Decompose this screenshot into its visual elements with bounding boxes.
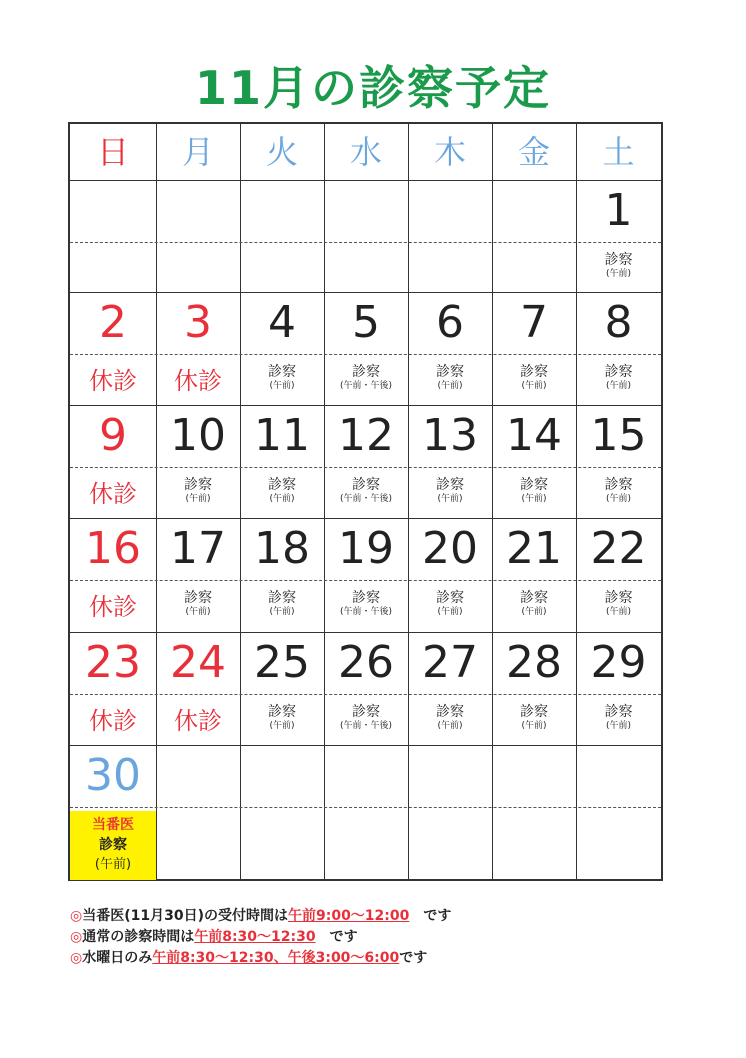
status-cell bbox=[70, 582, 156, 632]
exam-label: 診察 bbox=[604, 477, 633, 493]
closed-label: 休診 bbox=[89, 707, 137, 735]
note-suffix: です bbox=[399, 950, 428, 966]
time-label: (午前) bbox=[94, 857, 132, 872]
exam-label: 診察 bbox=[436, 704, 464, 720]
day-number: 19 bbox=[338, 523, 394, 574]
time-label: (午前・午後) bbox=[339, 721, 393, 731]
day-number: 16 bbox=[85, 523, 141, 574]
exam-label: 診察 bbox=[184, 590, 212, 606]
status-cell bbox=[408, 582, 492, 618]
status-cell bbox=[492, 356, 576, 392]
day-number: 12 bbox=[338, 410, 394, 461]
exam-label: 診察 bbox=[520, 704, 548, 720]
status-cell bbox=[156, 696, 240, 746]
status-cell bbox=[240, 696, 324, 732]
exam-label: 診察 bbox=[352, 704, 380, 720]
time-label: (午前) bbox=[185, 494, 211, 504]
note-line bbox=[70, 906, 690, 927]
weekday-header: 木 bbox=[433, 133, 466, 171]
exam-label: 診察 bbox=[436, 590, 464, 606]
day-number: 30 bbox=[85, 750, 141, 801]
time-label: (午前) bbox=[269, 381, 295, 391]
note-hours: 午前8:30～12:30、午後3:00～6:00 bbox=[152, 950, 400, 966]
status-cell bbox=[408, 356, 492, 392]
time-label: (午前) bbox=[521, 381, 547, 391]
cell-split-line bbox=[70, 694, 661, 695]
time-label: (午前) bbox=[521, 607, 547, 617]
closed-label: 休診 bbox=[174, 367, 222, 395]
day-number: 15 bbox=[590, 410, 647, 461]
day-number: 4 bbox=[268, 297, 296, 348]
day-number: 25 bbox=[254, 637, 310, 688]
day-number: 3 bbox=[184, 297, 212, 348]
day-number: 24 bbox=[170, 637, 226, 688]
day-number: 20 bbox=[422, 523, 478, 574]
exam-label: 診察 bbox=[352, 477, 380, 493]
time-label: (午前) bbox=[605, 381, 632, 391]
status-cell bbox=[576, 469, 661, 505]
day-number: 14 bbox=[506, 410, 562, 461]
exam-label: 診察 bbox=[268, 477, 296, 493]
time-label: (午前) bbox=[605, 269, 632, 279]
day-number: 23 bbox=[85, 637, 141, 688]
time-label: (午前) bbox=[269, 607, 295, 617]
note-text: 水曜日のみ bbox=[82, 950, 153, 966]
status-cell bbox=[156, 356, 240, 406]
exam-label: 診察 bbox=[352, 590, 380, 606]
status-cell bbox=[70, 696, 156, 746]
time-label: (午前) bbox=[605, 494, 632, 504]
exam-label: 診察 bbox=[604, 704, 633, 720]
day-number: 29 bbox=[590, 637, 647, 688]
status-cell bbox=[576, 244, 661, 280]
day-number: 28 bbox=[506, 637, 562, 688]
status-cell bbox=[408, 469, 492, 505]
time-label: (午前) bbox=[269, 494, 295, 504]
day-number: 8 bbox=[604, 297, 633, 348]
status-cell bbox=[324, 469, 408, 505]
cell-split-line bbox=[70, 354, 661, 355]
status-cell bbox=[492, 582, 576, 618]
status-cell bbox=[156, 469, 240, 505]
duty-doctor-badge bbox=[70, 811, 156, 880]
note-marker: ◎ bbox=[70, 908, 83, 924]
note-text: 当番医(11月30日)の受付時間は bbox=[82, 908, 288, 924]
closed-label: 休診 bbox=[174, 707, 222, 735]
cell-split-line bbox=[70, 580, 661, 581]
page-title: 11月の診察予定 bbox=[194, 61, 551, 115]
exam-label: 診察 bbox=[604, 252, 633, 268]
day-number: 6 bbox=[436, 297, 464, 348]
status-cell bbox=[576, 696, 661, 732]
time-label: (午前・午後) bbox=[339, 381, 393, 391]
time-label: (午前) bbox=[437, 607, 463, 617]
status-cell bbox=[324, 696, 408, 732]
calendar-grid bbox=[68, 122, 663, 881]
day-number: 26 bbox=[338, 637, 394, 688]
time-label: (午前) bbox=[521, 494, 547, 504]
day-number: 11 bbox=[254, 410, 310, 461]
note-marker: ◎ bbox=[70, 950, 83, 966]
weekday-header: 水 bbox=[349, 133, 382, 171]
note-text: 通常の診察時間は bbox=[82, 929, 195, 945]
note-marker: ◎ bbox=[70, 929, 83, 945]
time-label: (午前・午後) bbox=[339, 494, 393, 504]
note-suffix: です bbox=[315, 929, 358, 945]
exam-label: 診察 bbox=[352, 364, 380, 380]
exam-label: 診察 bbox=[436, 477, 464, 493]
status-cell bbox=[70, 469, 156, 519]
notes bbox=[70, 906, 690, 969]
weekday-header: 土 bbox=[602, 133, 635, 171]
status-cell bbox=[240, 582, 324, 618]
exam-label: 診察 bbox=[520, 590, 548, 606]
weekday-header: 火 bbox=[265, 133, 298, 171]
note-hours: 午前9:00～12:00 bbox=[287, 908, 410, 924]
day-number: 18 bbox=[254, 523, 310, 574]
day-number: 2 bbox=[99, 297, 127, 348]
day-number: 22 bbox=[590, 523, 647, 574]
status-cell bbox=[408, 696, 492, 732]
exam-label: 診察 bbox=[436, 364, 464, 380]
time-label: (午前) bbox=[521, 721, 547, 731]
status-cell bbox=[240, 469, 324, 505]
row-divider bbox=[70, 180, 661, 181]
time-label: (午前) bbox=[437, 381, 463, 391]
cell-split-line bbox=[70, 467, 661, 468]
time-label: (午前) bbox=[605, 721, 632, 731]
day-number: 27 bbox=[422, 637, 478, 688]
note-hours: 午前8:30～12:30 bbox=[194, 929, 316, 945]
exam-label: 診察 bbox=[268, 704, 296, 720]
closed-label: 休診 bbox=[89, 367, 137, 395]
time-label: (午前) bbox=[437, 721, 463, 731]
closed-label: 休診 bbox=[89, 593, 137, 621]
status-cell bbox=[156, 582, 240, 618]
time-label: (午前) bbox=[605, 607, 632, 617]
cell-split-line bbox=[70, 242, 661, 243]
exam-label: 診察 bbox=[604, 364, 633, 380]
exam-label: 診察 bbox=[268, 590, 296, 606]
cell-split-line bbox=[70, 807, 661, 808]
day-number: 7 bbox=[520, 297, 548, 348]
day-number: 1 bbox=[604, 185, 633, 236]
status-cell bbox=[324, 582, 408, 618]
exam-label: 診察 bbox=[520, 477, 548, 493]
time-label: (午前) bbox=[269, 721, 295, 731]
day-number: 9 bbox=[99, 410, 127, 461]
day-number: 17 bbox=[170, 523, 226, 574]
note-line bbox=[70, 948, 690, 969]
status-cell bbox=[240, 356, 324, 392]
duty-label: 当番医 bbox=[92, 817, 134, 833]
weekday-header: 日 bbox=[96, 133, 129, 171]
exam-label: 診察 bbox=[604, 590, 633, 606]
note-line bbox=[70, 927, 690, 948]
status-cell bbox=[324, 356, 408, 392]
closed-label: 休診 bbox=[89, 480, 137, 508]
exam-label: 診察 bbox=[184, 477, 212, 493]
exam-label: 診察 bbox=[268, 364, 296, 380]
day-number: 21 bbox=[506, 523, 562, 574]
exam-label: 診察 bbox=[520, 364, 548, 380]
weekday-header: 月 bbox=[181, 133, 214, 171]
status-cell bbox=[576, 582, 661, 618]
status-cell bbox=[70, 356, 156, 406]
status-cell bbox=[576, 356, 661, 392]
weekday-header: 金 bbox=[517, 133, 550, 171]
status-cell bbox=[492, 469, 576, 505]
exam-label: 診察 bbox=[99, 837, 127, 853]
time-label: (午前) bbox=[185, 607, 211, 617]
day-number: 10 bbox=[170, 410, 226, 461]
day-number: 5 bbox=[352, 297, 380, 348]
day-number: 13 bbox=[422, 410, 478, 461]
note-suffix: です bbox=[409, 908, 452, 924]
time-label: (午前) bbox=[437, 494, 463, 504]
time-label: (午前・午後) bbox=[339, 607, 393, 617]
status-cell bbox=[492, 696, 576, 732]
